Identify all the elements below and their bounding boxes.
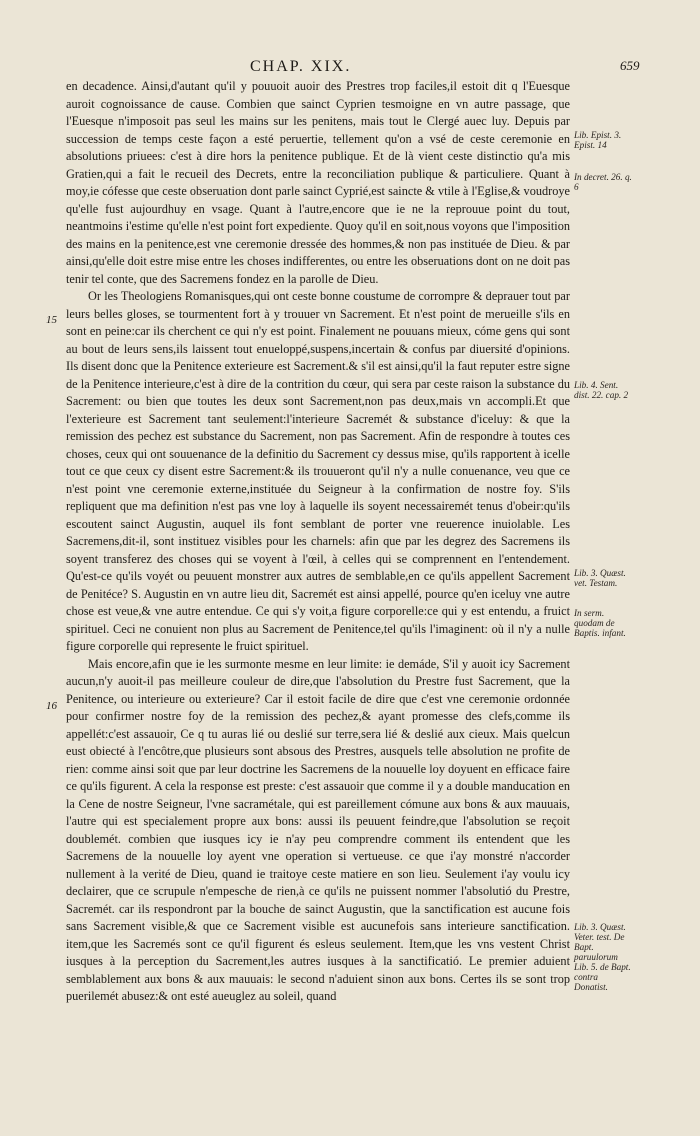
paragraph: Or les Theologiens Romanisques,qui ont ceste bonne coustume de corrompre & deprauer tout par leurs belles gloses, se tourmentent fort à y trouuer vn Sacrement. Et n'est point de merueille s'ils en sont en peine:car ils cherchent ce qui n'y est point. Finalement ne pouuans mieux, cóme gens qui sont au bout de leurs sens,ils laissent tout enueloppé,suspens,incertain & confus par diuersité d'opinions. Ils disent donc que la Penitence exterieure est Sacrement.& s'il est ainsi,qu'il la faut reputer estre signe de la Penitence interieure,c'est à dire de la contrition du cœur, qui sera par ceste raison la substance du Sacrement: ou bien que toutes les deux sont Sacrement,non pas deux,mais vn accompli.Et que l'exterieure est Sacrement tant seulement:l'interieure Sacremét & substance d'iceluy: & que la remission des pechez est substance du Sacrement, non pas Sacrement. Afin de respondre à toutes ces choses, ceux qui ont souuenance de la definitio du Sacrement cy dessus mise, qu'ils rapportent à icelle tout ce que ceux cy disent estre Sacrement:& ils trouueront qu'il n'y a nulle conuenance, veu que ce n'est point vne ceremonie externe,instituée du Seigneur à la confirmation de nostre foy. S'ils repliquent que ma definition n'est pas vne loy à laquelle ils soyent necessairemét tenus d'obeir:qu'ils escoutent sainct Augustin, auquel ils font semblant de porter vne reuerence inuiolable. Les Sacremens,dit-il, sont instituez visibles pour les charnels: afin que par les degrez des Sacremens ils soyent transferez des choses qui se voyent à l'œil, à celles qui se comprennent en l'entendement. Qu'est-ce qu'ils voyét ou peuuent monstrer aux autres de semblable,en ce qu'ils appellent Sacrement de Penitéce? S. Augustin en vn autre lieu dit, Sacremét est ainsi appellé, pource qu'en iceluy vne autre chose est veue,& vne autre entendue. Ce qui s'y voit,a figure corporelle:ce qui y est entendu, a fruict spirituel. Ceci ne conuient non plus au Sacrement de Penitence,tel qu'ils l'imaginent: où il n'y a nulle figure corporelle qui represente le fruict spirituel. bbox=[66, 289, 570, 653]
running-header bbox=[0, 58, 700, 80]
margin-note: Lib. 3. Quæst. vet. Testam. bbox=[574, 568, 626, 588]
chapter-heading: CHAP. XIX. bbox=[250, 58, 352, 75]
margin-note: Lib. 4. Sent. dist. 22. cap. 2 bbox=[574, 380, 629, 400]
paragraph: Mais encore,afin que ie les surmonte mesme en leur limite: ie demáde, S'il y auoit icy Sacrement aucun,n'y auoit-il pas meilleure couleur de dire,que l'absolution du Prestre fust Sacrement, que la Penitence, ou interieure ou exterieure? Car il estoit facile de dire que c'est vne ceremonie ordonnée pour confirmer nostre foy de la remission des pechez,& ayant promesse des clefs,comme ils appellét:c'est assauoir, Ce q tu auras lié ou deslié sur terre,sera lié & deslié aux cieux. Mais quelcun eust obiecté à l'encôtre,que plusieurs sont absous des Prestres, ausquels telle absolution ne profite de rien: comme ainsi soit que par leur doctrine les Sacremens de la nouuelle loy doyuent en efficace faire ce qu'ils figurent. A cela la response est preste: c'est assauoir que comme il y a double manducation en la Cene de nostre Seigneur, l'vne sacramétale, qui est pareillement cómune aux bons & aux mauuais, l'autre qui est specialement propre aux bons: aussi ils peuuent feindre,que l'absolution se reçoit doublemét. combien que iusques icy ie n'ay peu comprendre comment ils entendent que les Sacremens de la nouuelle loy ayent vne operation si vertueuse. ce que i'ay monstré n'accorder nullement à la verité de Dieu, quand ie traitoye ceste matiere en son lieu. Seulement i'ay voulu icy declairer, que ce scrupule n'empesche de rien,à ce qu'ils ne puissent nommer l'absolutió du Prestre, Sacremét. car ils respondront par la bouche de sainct Augustin, que la sanctification est aucune fois sans Sacrement visible,& que ce Sacrement visible est aucunefois sans interieure sanctification. item,que les Sacremés sont ce qu'il figurent és esleus seulement. Item,que les vns vestent Christ iusques à la perception du Sacrement,les autres iusques à la sanctificatió. Le premier aduient semblablement aux bons & aux mauuais: le second n'aduient sinon aux bons. Certes ils se sont trop puerilemét abusez:& ont esté aueuglez au soleil, quand bbox=[66, 656, 570, 1003]
margin-note: In decret. 26. q. 6 bbox=[574, 172, 632, 192]
paragraph: en decadence. Ainsi,d'autant qu'il y pouuoit auoir des Prestres trop faciles,il estoit dit q l'Euesque auroit cognoissance de cause. Combien que sainct Cyprien tesmoigne en vn autre passage, que l'Euesque n'imposoit pas seul les mains sur les penitens, mais tout le Clergé auec luy. Depuis par succession de temps ceste façon a esté peruertie, tellement qu'on a vsé de ceste ceremonie en absolutions priuees: c'est à dire hors la penitence publique. Et de là vient ceste distinctio qu'a mis Gratien,qui a fait le recueil des Decrets, entre la reconciliation publique & particuliere. Quant à moy,ie cófesse que ceste obseruation dont parle sainct Cyprié,est saincte & vtile à l'Eglise,& voudroye qu'elle fust aujourdhuy en vsage. Quant à l'autre,encore que ie ne la reprouue point du tout, neantmoins i'estime qu'elle n'est point fort expediente. Quoy qu'il en soit,nous voyons que l'imposition des mains en la penitence,est vne ceremonie dressée des hommes,& non pas instituée de Dieu. & par ainsi,qu'elle doit estre mise entre les choses indifferentes, ou entre les obseruations dont on ne doit pas tenir tel conte, que des Sacremens fondez en la parolle de Dieu. bbox=[66, 79, 570, 286]
main-text bbox=[66, 78, 570, 1006]
paragraph-number: 16 bbox=[46, 700, 57, 712]
paragraph-number: 15 bbox=[46, 314, 57, 326]
margin-note: Lib. 3. Quæst. Veter. test. De Bapt. paruulorum Lib. 5. de Bapt. contra Donatist. bbox=[574, 922, 631, 992]
folio-number: 659 bbox=[620, 58, 640, 73]
margin-note: In serm. quodam de Baptis. infant. bbox=[574, 608, 626, 638]
margin-note: Lib. Epist. 3. Epist. 14 bbox=[574, 130, 622, 150]
